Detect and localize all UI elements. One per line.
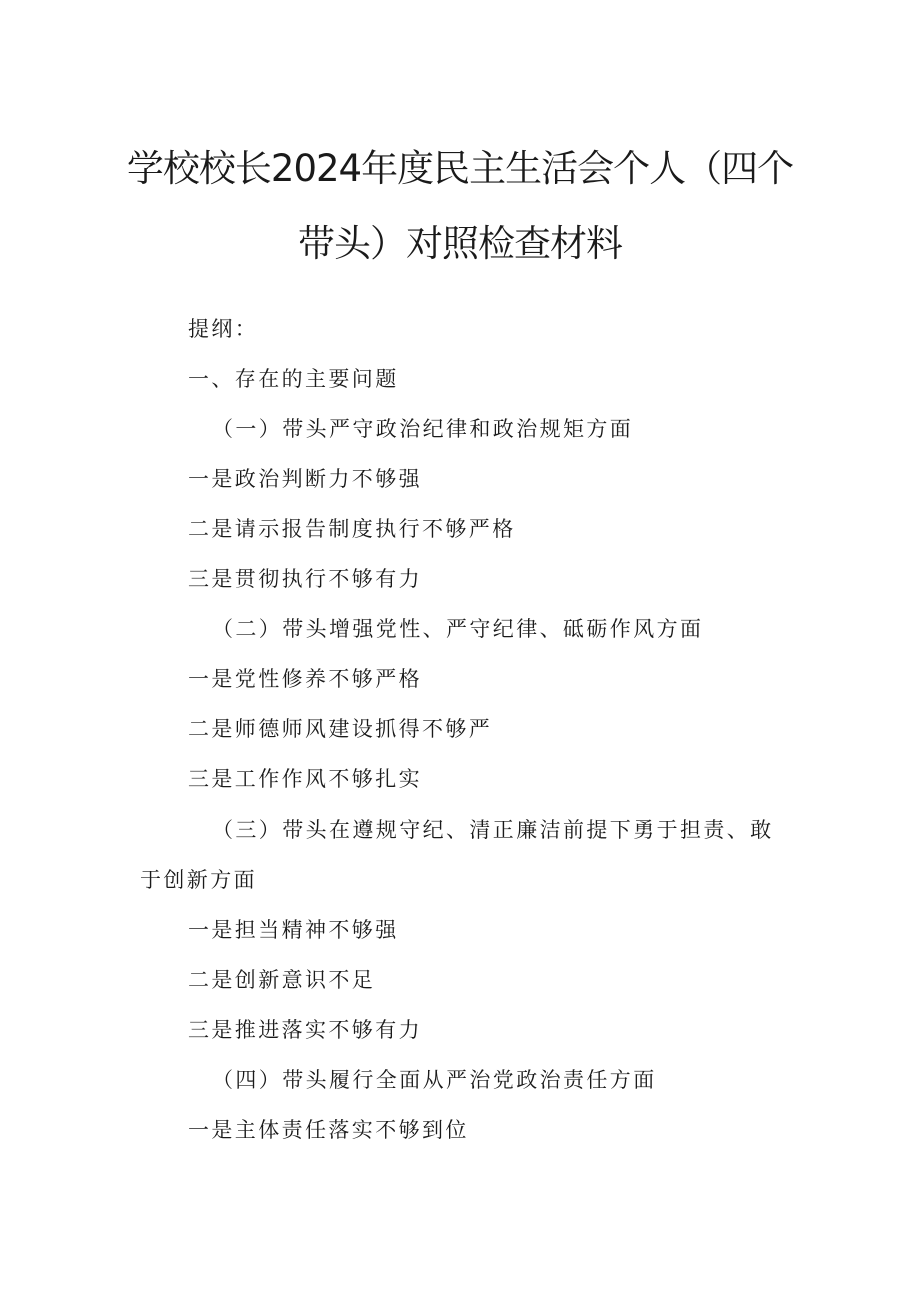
list-item: 一是担当精神不够强 [188, 918, 399, 942]
list-item: 三是贯彻执行不够有力 [188, 567, 422, 591]
list-item: 一是政治判断力不够强 [188, 467, 422, 491]
subsection-heading-4: （四）带头履行全面从严治党政治责任方面 [212, 1068, 657, 1092]
document-title-line1: 学校校长2024年度民主生活会个人（四个 [126, 147, 794, 190]
list-item: 三是工作作风不够扎实 [188, 767, 422, 791]
list-item: 三是推进落实不够有力 [188, 1018, 422, 1042]
outline-label: 提纲： [188, 317, 259, 341]
document-title-line2: 带头）对照检查材料 [298, 222, 622, 265]
subsection-heading-2: （二）带头增强党性、严守纪律、砥砺作风方面 [212, 617, 704, 641]
subsection-heading-3-line1: （三）带头在遵规守纪、清正廉洁前提下勇于担责、敢 [212, 818, 774, 842]
section-heading-main-issues: 一、存在的主要问题 [188, 367, 399, 391]
list-item: 二是请示报告制度执行不够严格 [188, 517, 516, 541]
list-item: 一是主体责任落实不够到位 [188, 1118, 469, 1142]
list-item: 二是师德师风建设抓得不够严 [188, 717, 493, 741]
subsection-heading-3-line2: 于创新方面 [140, 868, 257, 892]
subsection-heading-1: （一）带头严守政治纪律和政治规矩方面 [212, 417, 634, 441]
list-item: 一是党性修养不够严格 [188, 667, 422, 691]
list-item: 二是创新意识不足 [188, 968, 376, 992]
